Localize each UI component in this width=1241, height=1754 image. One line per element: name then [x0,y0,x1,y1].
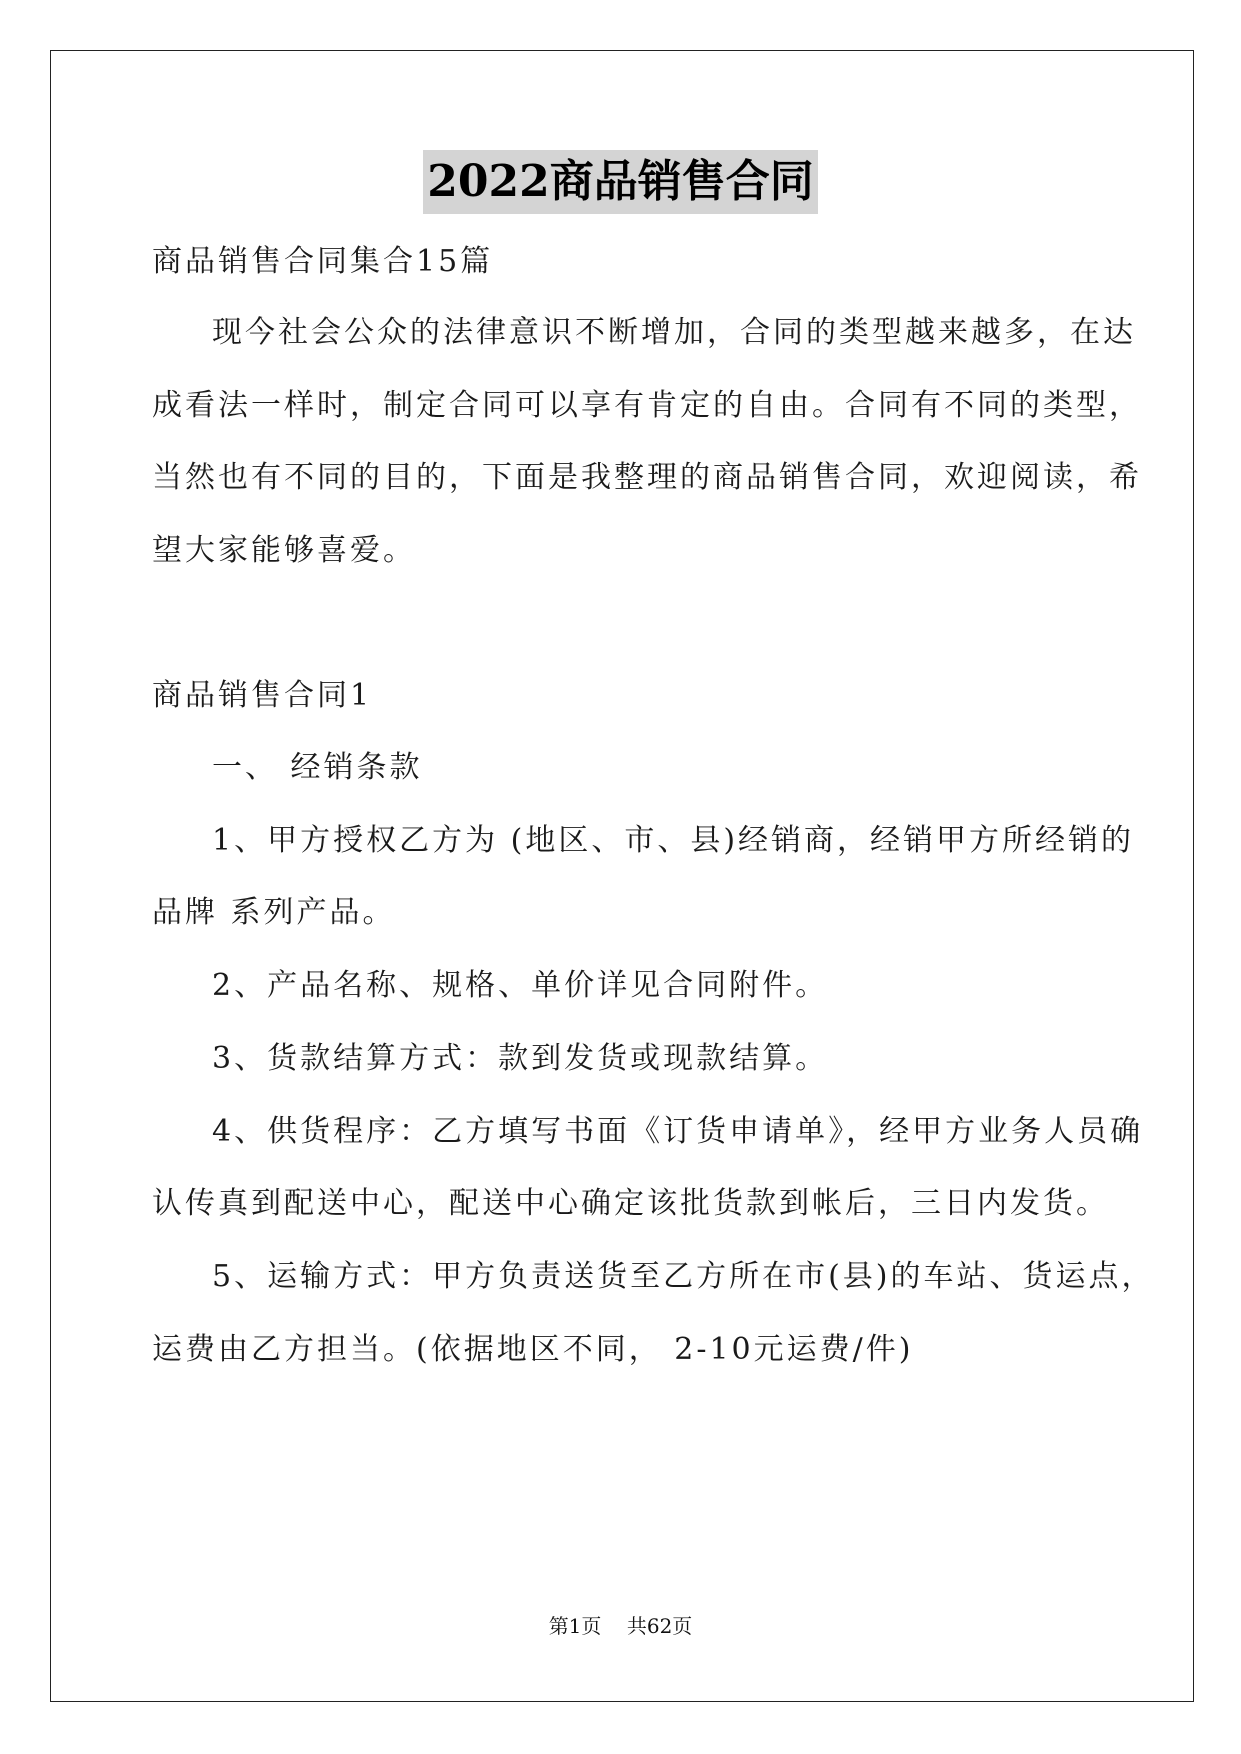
page-total: 共62页 [626,1614,693,1638]
clause-line-2: 品牌 系列产品。 [152,895,396,930]
clause-line-5: 4、供货程序：乙方填写书面《订货申请单》，经甲方业务人员确 [212,1114,1144,1149]
page-footer [0,1612,1241,1640]
title-block [0,150,1241,214]
intro-line-4: 望大家能够喜爱。 [152,533,416,568]
intro-line-2: 成看法一样时，制定合同可以享有肯定的自由。合同有不同的类型， [152,388,1142,423]
clause-line-7: 5、运输方式：甲方负责送货至乙方所在市(县)的车站、货运点， [212,1259,1155,1294]
section-heading: 商品销售合同1 [152,678,373,713]
clause-line-4: 3、货款结算方式：款到发货或现款结算。 [212,1041,829,1076]
document-subtitle: 商品销售合同集合15篇 [152,244,494,279]
clause-line-6: 认传真到配送中心，配送中心确定该批货款到帐后，三日内发货。 [152,1186,1109,1221]
clause-line-8: 运费由乙方担当。(依据地区不同， 2-10元运费/件) [152,1332,914,1367]
intro-line-3: 当然也有不同的目的，下面是我整理的商品销售合同，欢迎阅读，希 [152,460,1142,495]
clause-line-1: 1、甲方授权乙方为 (地区、市、县)经销商，经销甲方所经销的 [212,823,1135,858]
page-number: 第1页 [548,1614,602,1638]
clause-heading: 一、 经销条款 [212,750,423,785]
document-title: 2022商品销售合同 [423,150,817,214]
page-border [50,50,1194,1702]
intro-line-1: 现今社会公众的法律意识不断增加，合同的类型越来越多，在达 [212,315,1136,350]
clause-line-3: 2、产品名称、规格、单价详见合同附件。 [212,968,829,1003]
